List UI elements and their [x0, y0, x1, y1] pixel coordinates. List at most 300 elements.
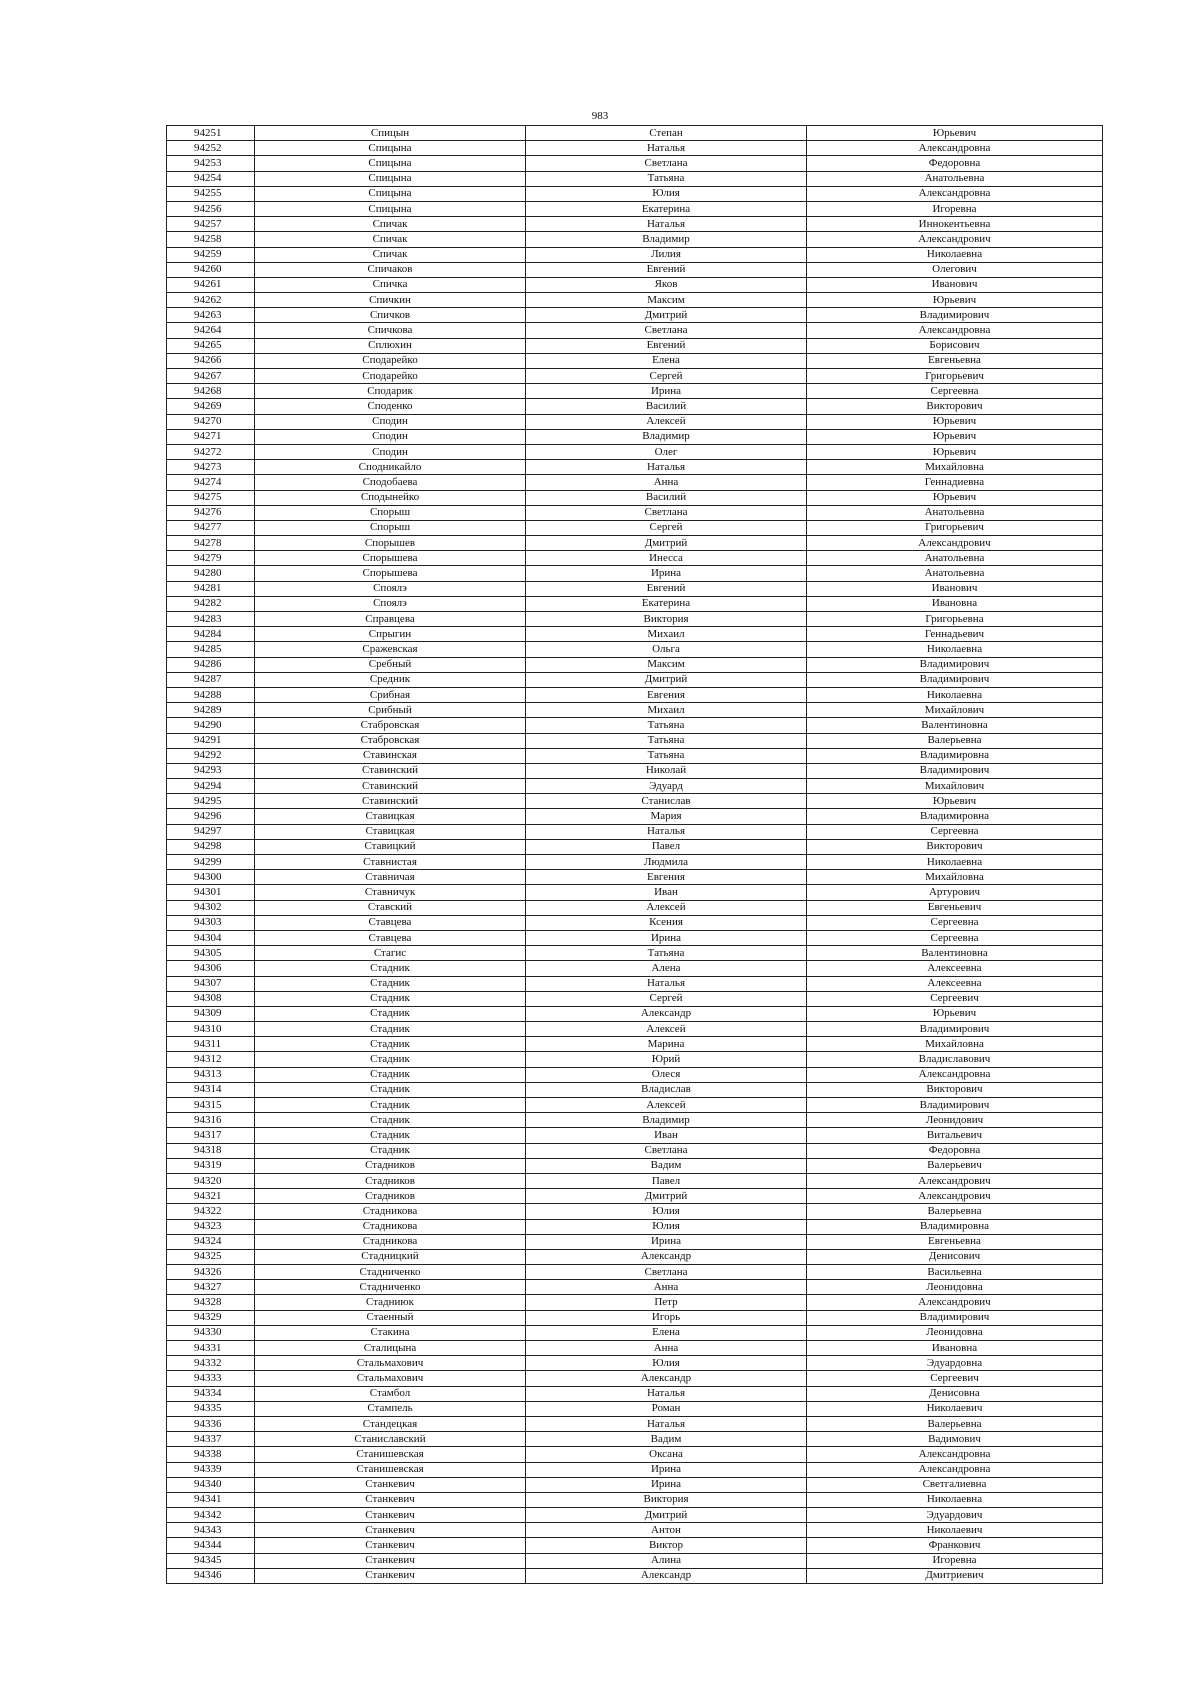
- last-name-cell: Спорышев: [255, 536, 526, 551]
- last-name-cell: Спорышева: [255, 566, 526, 581]
- last-name-cell: Ставицкая: [255, 809, 526, 824]
- patronymic-cell: Владимирович: [807, 657, 1103, 672]
- record-number-cell: 94319: [167, 1158, 255, 1173]
- record-number-cell: 94328: [167, 1295, 255, 1310]
- table-row: [167, 1022, 1103, 1037]
- last-name-cell: Споялэ: [255, 596, 526, 611]
- patronymic-cell: Викторович: [807, 399, 1103, 414]
- last-name-cell: Споялэ: [255, 581, 526, 596]
- last-name-cell: Спицына: [255, 201, 526, 216]
- first-name-cell: Павел: [526, 1173, 807, 1188]
- patronymic-cell: Григорьевич: [807, 369, 1103, 384]
- table-row: [167, 1249, 1103, 1264]
- first-name-cell: Александр: [526, 1371, 807, 1386]
- table-row: [167, 338, 1103, 353]
- last-name-cell: Станкевич: [255, 1568, 526, 1583]
- patronymic-cell: Анатольевна: [807, 566, 1103, 581]
- first-name-cell: Алексей: [526, 900, 807, 915]
- patronymic-cell: Михайловна: [807, 460, 1103, 475]
- patronymic-cell: Владимирович: [807, 1022, 1103, 1037]
- table-row: [167, 353, 1103, 368]
- record-number-cell: 94280: [167, 566, 255, 581]
- record-number-cell: 94263: [167, 308, 255, 323]
- patronymic-cell: Евгеньевна: [807, 1234, 1103, 1249]
- table-row: [167, 870, 1103, 885]
- record-number-cell: 94291: [167, 733, 255, 748]
- last-name-cell: Стадник: [255, 991, 526, 1006]
- first-name-cell: Роман: [526, 1401, 807, 1416]
- last-name-cell: Стадников: [255, 1173, 526, 1188]
- table-row: [167, 1280, 1103, 1295]
- patronymic-cell: Александровна: [807, 141, 1103, 156]
- first-name-cell: Людмила: [526, 855, 807, 870]
- last-name-cell: Ставничук: [255, 885, 526, 900]
- patronymic-cell: Олегович: [807, 262, 1103, 277]
- first-name-cell: Сергей: [526, 520, 807, 535]
- record-number-cell: 94294: [167, 779, 255, 794]
- table-row: [167, 1432, 1103, 1447]
- last-name-cell: Станкевич: [255, 1477, 526, 1492]
- record-number-cell: 94314: [167, 1082, 255, 1097]
- record-number-cell: 94308: [167, 991, 255, 1006]
- last-name-cell: Срибный: [255, 703, 526, 718]
- record-number-cell: 94345: [167, 1553, 255, 1568]
- last-name-cell: Сподарик: [255, 384, 526, 399]
- table-row: [167, 520, 1103, 535]
- table-row: [167, 885, 1103, 900]
- patronymic-cell: Николаевна: [807, 247, 1103, 262]
- first-name-cell: Максим: [526, 293, 807, 308]
- first-name-cell: Иван: [526, 885, 807, 900]
- patronymic-cell: Ивановна: [807, 1341, 1103, 1356]
- table-row: [167, 277, 1103, 292]
- first-name-cell: Василий: [526, 399, 807, 414]
- last-name-cell: Ставинский: [255, 794, 526, 809]
- first-name-cell: Ирина: [526, 930, 807, 945]
- table-row: [167, 1386, 1103, 1401]
- patronymic-cell: Игоревна: [807, 1553, 1103, 1568]
- patronymic-cell: Франкович: [807, 1538, 1103, 1553]
- last-name-cell: Сподарейко: [255, 369, 526, 384]
- first-name-cell: Юлия: [526, 1204, 807, 1219]
- table-row: [167, 141, 1103, 156]
- patronymic-cell: Александрович: [807, 1189, 1103, 1204]
- table-row: [167, 1568, 1103, 1583]
- patronymic-cell: Юрьевич: [807, 794, 1103, 809]
- record-number-cell: 94346: [167, 1568, 255, 1583]
- first-name-cell: Александр: [526, 1006, 807, 1021]
- last-name-cell: Сплюхин: [255, 338, 526, 353]
- last-name-cell: Сражевская: [255, 642, 526, 657]
- last-name-cell: Спорыш: [255, 520, 526, 535]
- last-name-cell: Стадник: [255, 976, 526, 991]
- last-name-cell: Срибная: [255, 687, 526, 702]
- first-name-cell: Вадим: [526, 1432, 807, 1447]
- table-row: [167, 293, 1103, 308]
- first-name-cell: Татьяна: [526, 748, 807, 763]
- last-name-cell: Ставинский: [255, 763, 526, 778]
- record-number-cell: 94335: [167, 1401, 255, 1416]
- table-row: [167, 232, 1103, 247]
- table-row: [167, 1462, 1103, 1477]
- first-name-cell: Наталья: [526, 824, 807, 839]
- first-name-cell: Наталья: [526, 141, 807, 156]
- last-name-cell: Спичка: [255, 277, 526, 292]
- first-name-cell: Ирина: [526, 1234, 807, 1249]
- first-name-cell: Юлия: [526, 186, 807, 201]
- record-number-cell: 94289: [167, 703, 255, 718]
- first-name-cell: Евгений: [526, 262, 807, 277]
- last-name-cell: Сподарейко: [255, 353, 526, 368]
- first-name-cell: Светлана: [526, 1143, 807, 1158]
- table-row: [167, 217, 1103, 232]
- record-number-cell: 94334: [167, 1386, 255, 1401]
- last-name-cell: Стадник: [255, 1052, 526, 1067]
- record-number-cell: 94297: [167, 824, 255, 839]
- table-row: [167, 444, 1103, 459]
- first-name-cell: Евгений: [526, 581, 807, 596]
- table-row: [167, 1006, 1103, 1021]
- first-name-cell: Иван: [526, 1128, 807, 1143]
- table-row: [167, 1371, 1103, 1386]
- last-name-cell: Стадникова: [255, 1219, 526, 1234]
- record-number-cell: 94251: [167, 126, 255, 141]
- first-name-cell: Анна: [526, 1280, 807, 1295]
- first-name-cell: Дмитрий: [526, 1189, 807, 1204]
- last-name-cell: Спичак: [255, 247, 526, 262]
- first-name-cell: Яков: [526, 277, 807, 292]
- first-name-cell: Сергей: [526, 369, 807, 384]
- first-name-cell: Светлана: [526, 1265, 807, 1280]
- patronymic-cell: Анатольевна: [807, 551, 1103, 566]
- patronymic-cell: Леонидовна: [807, 1280, 1103, 1295]
- patronymic-cell: Иванович: [807, 277, 1103, 292]
- record-number-cell: 94344: [167, 1538, 255, 1553]
- last-name-cell: Спицына: [255, 171, 526, 186]
- record-number-cell: 94341: [167, 1492, 255, 1507]
- table-row: [167, 1204, 1103, 1219]
- last-name-cell: Споденко: [255, 399, 526, 414]
- table-row: [167, 171, 1103, 186]
- table-row: [167, 1052, 1103, 1067]
- patronymic-cell: Викторович: [807, 839, 1103, 854]
- table-row: [167, 429, 1103, 444]
- patronymic-cell: Александрович: [807, 536, 1103, 551]
- table-row: [167, 1082, 1103, 1097]
- table-row: [167, 1416, 1103, 1431]
- table-row: [167, 475, 1103, 490]
- first-name-cell: Василий: [526, 490, 807, 505]
- table-row: [167, 657, 1103, 672]
- first-name-cell: Владимир: [526, 1113, 807, 1128]
- patronymic-cell: Леонидович: [807, 1113, 1103, 1128]
- last-name-cell: Спорыш: [255, 505, 526, 520]
- last-name-cell: Спичкова: [255, 323, 526, 338]
- patronymic-cell: Валентиновна: [807, 718, 1103, 733]
- last-name-cell: Спицына: [255, 141, 526, 156]
- record-number-cell: 94317: [167, 1128, 255, 1143]
- table-row: [167, 946, 1103, 961]
- first-name-cell: Инесса: [526, 551, 807, 566]
- record-number-cell: 94287: [167, 672, 255, 687]
- table-row: [167, 156, 1103, 171]
- last-name-cell: Сподин: [255, 444, 526, 459]
- first-name-cell: Екатерина: [526, 201, 807, 216]
- last-name-cell: Ставинский: [255, 779, 526, 794]
- first-name-cell: Дмитрий: [526, 308, 807, 323]
- first-name-cell: Юрий: [526, 1052, 807, 1067]
- patronymic-cell: Сергеевна: [807, 930, 1103, 945]
- record-number-cell: 94279: [167, 551, 255, 566]
- patronymic-cell: Сергеевна: [807, 915, 1103, 930]
- record-number-cell: 94336: [167, 1416, 255, 1431]
- last-name-cell: Станкевич: [255, 1538, 526, 1553]
- last-name-cell: Спичак: [255, 217, 526, 232]
- patronymic-cell: Евгеньевич: [807, 900, 1103, 915]
- table-row: [167, 612, 1103, 627]
- first-name-cell: Ирина: [526, 384, 807, 399]
- patronymic-cell: Михайловна: [807, 1037, 1103, 1052]
- record-number-cell: 94302: [167, 900, 255, 915]
- patronymic-cell: Игоревна: [807, 201, 1103, 216]
- last-name-cell: Стальмахович: [255, 1371, 526, 1386]
- last-name-cell: Сподынейко: [255, 490, 526, 505]
- record-number-cell: 94266: [167, 353, 255, 368]
- first-name-cell: Татьяна: [526, 171, 807, 186]
- last-name-cell: Сребный: [255, 657, 526, 672]
- table-row: [167, 1234, 1103, 1249]
- record-number-cell: 94275: [167, 490, 255, 505]
- record-number-cell: 94286: [167, 657, 255, 672]
- table-row: [167, 976, 1103, 991]
- table-row: [167, 399, 1103, 414]
- patronymic-cell: Александровна: [807, 1447, 1103, 1462]
- record-number-cell: 94283: [167, 612, 255, 627]
- last-name-cell: Ставнистая: [255, 855, 526, 870]
- table-row: [167, 596, 1103, 611]
- table-row: [167, 1341, 1103, 1356]
- registry-table-body: [167, 126, 1103, 1584]
- patronymic-cell: Владимирович: [807, 763, 1103, 778]
- first-name-cell: Виктория: [526, 1492, 807, 1507]
- patronymic-cell: Юрьевич: [807, 490, 1103, 505]
- last-name-cell: Стадник: [255, 1098, 526, 1113]
- patronymic-cell: Александровна: [807, 1462, 1103, 1477]
- last-name-cell: Стадникова: [255, 1204, 526, 1219]
- patronymic-cell: Евгеньевна: [807, 353, 1103, 368]
- patronymic-cell: Анатольевна: [807, 171, 1103, 186]
- table-row: [167, 1538, 1103, 1553]
- first-name-cell: Светлана: [526, 505, 807, 520]
- last-name-cell: Спицына: [255, 156, 526, 171]
- first-name-cell: Владислав: [526, 1082, 807, 1097]
- patronymic-cell: Юрьевич: [807, 126, 1103, 141]
- record-number-cell: 94321: [167, 1189, 255, 1204]
- last-name-cell: Сподин: [255, 414, 526, 429]
- last-name-cell: Станкевич: [255, 1523, 526, 1538]
- record-number-cell: 94290: [167, 718, 255, 733]
- first-name-cell: Алексей: [526, 414, 807, 429]
- table-row: [167, 839, 1103, 854]
- table-row: [167, 718, 1103, 733]
- patronymic-cell: Анатольевна: [807, 505, 1103, 520]
- patronymic-cell: Михайлович: [807, 703, 1103, 718]
- table-row: [167, 1401, 1103, 1416]
- first-name-cell: Алексей: [526, 1022, 807, 1037]
- first-name-cell: Петр: [526, 1295, 807, 1310]
- record-number-cell: 94258: [167, 232, 255, 247]
- patronymic-cell: Сергеевна: [807, 824, 1103, 839]
- record-number-cell: 94327: [167, 1280, 255, 1295]
- patronymic-cell: Алексеевна: [807, 976, 1103, 991]
- record-number-cell: 94338: [167, 1447, 255, 1462]
- table-row: [167, 642, 1103, 657]
- patronymic-cell: Михайлович: [807, 779, 1103, 794]
- last-name-cell: Станкевич: [255, 1508, 526, 1523]
- table-row: [167, 1158, 1103, 1173]
- table-row: [167, 505, 1103, 520]
- last-name-cell: Стадник: [255, 1113, 526, 1128]
- table-row: [167, 1447, 1103, 1462]
- patronymic-cell: Вадимович: [807, 1432, 1103, 1447]
- patronymic-cell: Федоровна: [807, 1143, 1103, 1158]
- table-row: [167, 1265, 1103, 1280]
- first-name-cell: Станислав: [526, 794, 807, 809]
- last-name-cell: Стадник: [255, 1082, 526, 1097]
- first-name-cell: Лилия: [526, 247, 807, 262]
- table-row: [167, 323, 1103, 338]
- record-number-cell: 94310: [167, 1022, 255, 1037]
- first-name-cell: Оксана: [526, 1447, 807, 1462]
- first-name-cell: Игорь: [526, 1310, 807, 1325]
- first-name-cell: Олег: [526, 444, 807, 459]
- table-row: [167, 1113, 1103, 1128]
- patronymic-cell: Денисович: [807, 1249, 1103, 1264]
- table-row: [167, 900, 1103, 915]
- record-number-cell: 94282: [167, 596, 255, 611]
- record-number-cell: 94292: [167, 748, 255, 763]
- table-row: [167, 1295, 1103, 1310]
- record-number-cell: 94284: [167, 627, 255, 642]
- first-name-cell: Степан: [526, 126, 807, 141]
- patronymic-cell: Иванович: [807, 581, 1103, 596]
- last-name-cell: Ставицкий: [255, 839, 526, 854]
- table-row: [167, 930, 1103, 945]
- first-name-cell: Елена: [526, 1325, 807, 1340]
- patronymic-cell: Владимирович: [807, 1310, 1103, 1325]
- record-number-cell: 94285: [167, 642, 255, 657]
- table-row: [167, 369, 1103, 384]
- last-name-cell: Стадницкий: [255, 1249, 526, 1264]
- last-name-cell: Спицын: [255, 126, 526, 141]
- last-name-cell: Спичаков: [255, 262, 526, 277]
- record-number-cell: 94326: [167, 1265, 255, 1280]
- patronymic-cell: Сергеевна: [807, 384, 1103, 399]
- patronymic-cell: Николаевич: [807, 1401, 1103, 1416]
- record-number-cell: 94343: [167, 1523, 255, 1538]
- last-name-cell: Справцева: [255, 612, 526, 627]
- first-name-cell: Наталья: [526, 1386, 807, 1401]
- patronymic-cell: Федоровна: [807, 156, 1103, 171]
- table-row: [167, 262, 1103, 277]
- table-row: [167, 1143, 1103, 1158]
- patronymic-cell: Алексеевна: [807, 961, 1103, 976]
- record-number-cell: 94307: [167, 976, 255, 991]
- first-name-cell: Евгения: [526, 870, 807, 885]
- first-name-cell: Анна: [526, 475, 807, 490]
- record-number-cell: 94274: [167, 475, 255, 490]
- last-name-cell: Стандецкая: [255, 1416, 526, 1431]
- table-row: [167, 733, 1103, 748]
- record-number-cell: 94304: [167, 930, 255, 945]
- first-name-cell: Олеся: [526, 1067, 807, 1082]
- table-row: [167, 536, 1103, 551]
- record-number-cell: 94293: [167, 763, 255, 778]
- table-row: [167, 915, 1103, 930]
- patronymic-cell: Владиславович: [807, 1052, 1103, 1067]
- record-number-cell: 94295: [167, 794, 255, 809]
- patronymic-cell: Николаевич: [807, 1523, 1103, 1538]
- first-name-cell: Наталья: [526, 460, 807, 475]
- record-number-cell: 94318: [167, 1143, 255, 1158]
- last-name-cell: Ставничая: [255, 870, 526, 885]
- record-number-cell: 94301: [167, 885, 255, 900]
- first-name-cell: Алена: [526, 961, 807, 976]
- patronymic-cell: Владимировна: [807, 748, 1103, 763]
- first-name-cell: Татьяна: [526, 733, 807, 748]
- patronymic-cell: Валерьевна: [807, 1204, 1103, 1219]
- last-name-cell: Стамбол: [255, 1386, 526, 1401]
- patronymic-cell: Александровна: [807, 323, 1103, 338]
- first-name-cell: Татьяна: [526, 946, 807, 961]
- patronymic-cell: Геннадьевич: [807, 627, 1103, 642]
- table-row: [167, 794, 1103, 809]
- first-name-cell: Светлана: [526, 156, 807, 171]
- last-name-cell: Стадник: [255, 1022, 526, 1037]
- record-number-cell: 94311: [167, 1037, 255, 1052]
- last-name-cell: Стадник: [255, 1143, 526, 1158]
- last-name-cell: Спрыгин: [255, 627, 526, 642]
- table-row: [167, 1067, 1103, 1082]
- table-row: [167, 1128, 1103, 1143]
- table-row: [167, 1173, 1103, 1188]
- first-name-cell: Владимир: [526, 232, 807, 247]
- table-row: [167, 1508, 1103, 1523]
- patronymic-cell: Владимировна: [807, 809, 1103, 824]
- patronymic-cell: Владимирович: [807, 308, 1103, 323]
- first-name-cell: Дмитрий: [526, 672, 807, 687]
- patronymic-cell: Геннадиевна: [807, 475, 1103, 490]
- table-row: [167, 1189, 1103, 1204]
- table-row: [167, 855, 1103, 870]
- first-name-cell: Ирина: [526, 1477, 807, 1492]
- table-row: [167, 201, 1103, 216]
- last-name-cell: Стадник: [255, 1067, 526, 1082]
- patronymic-cell: Николаевна: [807, 855, 1103, 870]
- last-name-cell: Стакина: [255, 1325, 526, 1340]
- patronymic-cell: Юрьевич: [807, 414, 1103, 429]
- table-row: [167, 308, 1103, 323]
- patronymic-cell: Владимирович: [807, 672, 1103, 687]
- table-row: [167, 566, 1103, 581]
- last-name-cell: Средник: [255, 672, 526, 687]
- patronymic-cell: Владимирович: [807, 1098, 1103, 1113]
- first-name-cell: Наталья: [526, 976, 807, 991]
- patronymic-cell: Викторович: [807, 1082, 1103, 1097]
- last-name-cell: Станкевич: [255, 1553, 526, 1568]
- last-name-cell: Стадниюк: [255, 1295, 526, 1310]
- page-number: 983: [591, 110, 609, 122]
